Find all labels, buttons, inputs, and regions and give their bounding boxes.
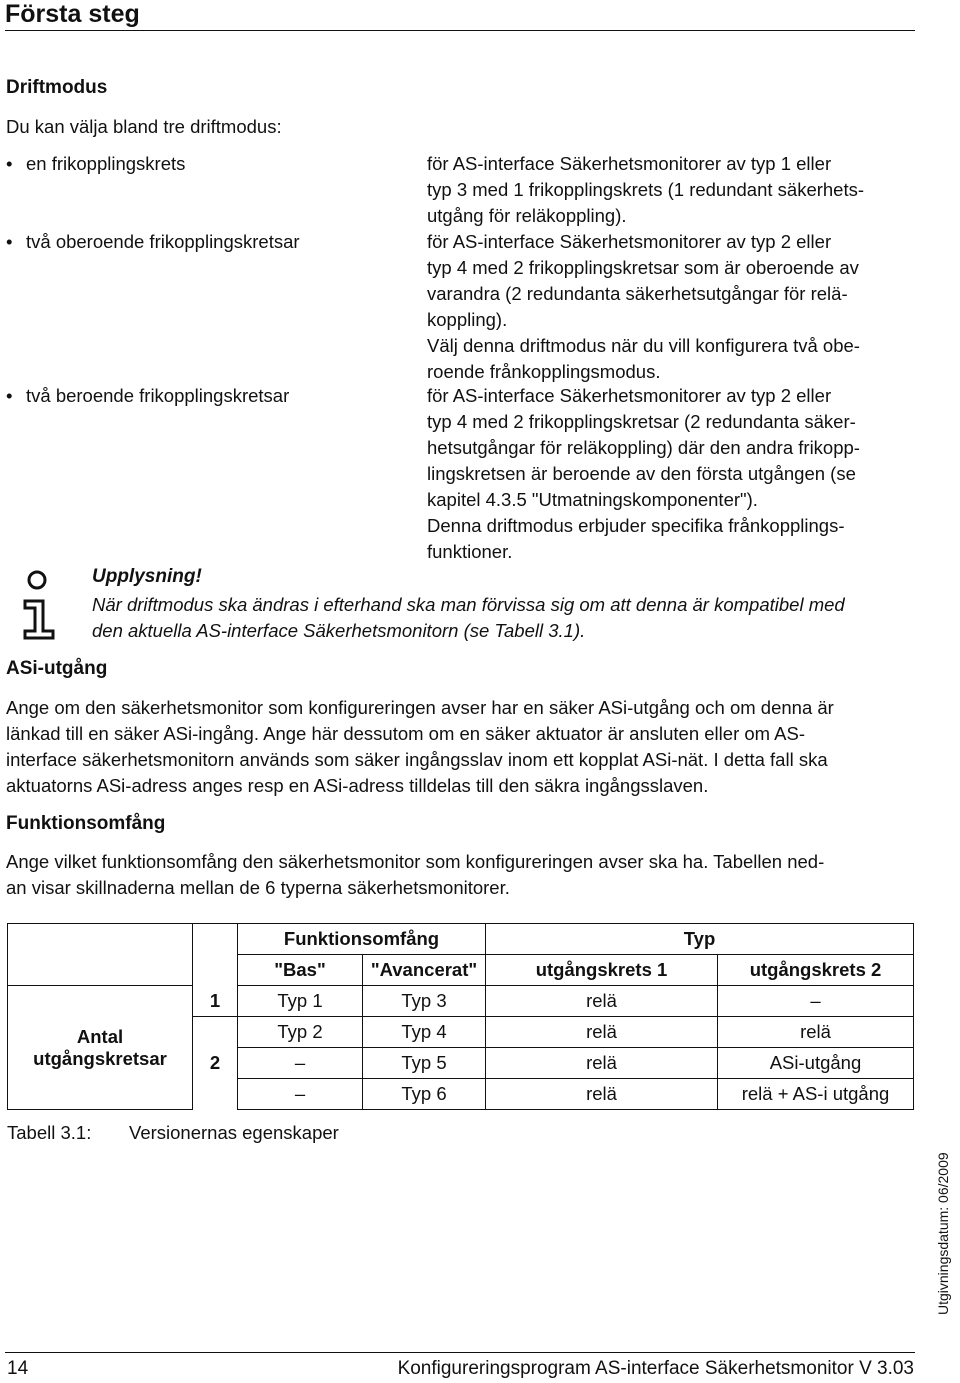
table-cell: Typ 3 (363, 986, 486, 1017)
paragraph-line: an visar skillnaderna mellan de 6 typerna säkerhetsmonitorer. (6, 877, 510, 898)
description-line: typ 4 med 2 frikopplingskretsar som är oberoende av (427, 257, 859, 278)
description-line: för AS-interface Säkerhetsmonitorer av typ 2 eller (427, 231, 832, 252)
description-line: Denna driftmodus erbjuder specifika frånkopplings- (427, 515, 845, 536)
table-header-row (8, 924, 914, 955)
caption-label: Tabell 3.1: (7, 1122, 92, 1143)
section-heading-funktionsomfang: Funktionsomfång (6, 813, 166, 834)
subheader-utgangskrets-2: utgångskrets 2 (718, 955, 914, 986)
description-line: för AS-interface Säkerhetsmonitorer av typ 1 eller (427, 153, 832, 174)
subheader-bas: "Bas" (238, 955, 363, 986)
subheader-avancerat: "Avancerat" (363, 955, 486, 986)
table-cell: – (718, 986, 914, 1017)
table-cell: relä (718, 1017, 914, 1048)
table-cell: relä (486, 986, 718, 1017)
page-number: 14 (7, 1358, 29, 1379)
section-heading-asi-utgang: ASi-utgång (6, 658, 108, 679)
bullet-icon: • (6, 153, 13, 174)
table-caption (7, 1120, 339, 1146)
table-cell: – (238, 1048, 363, 1079)
description-line: funktioner. (427, 541, 513, 562)
table-cell: ASi-utgång (718, 1048, 914, 1079)
table-cell: Typ 5 (363, 1048, 486, 1079)
paragraph-line: Ange vilket funktionsomfång den säkerhetsmonitor som konfigureringen avser ska ha. Tabellen ned- (6, 851, 825, 872)
versions-table (7, 923, 914, 1110)
paragraph-line: länkad till en säker ASi-ingång. Ange här dessutom om en säker aktuator är ansluten eller om AS- (6, 723, 806, 744)
footer-divider (5, 1352, 915, 1353)
note-text (92, 592, 845, 644)
asi-utgang-paragraph (6, 695, 834, 799)
description-line: utgång för reläkoppling). (427, 205, 627, 226)
footer-title: Konfigureringsprogram AS-interface Säkerhetsmonitor V 3.03 (397, 1358, 914, 1379)
note-line: den aktuella AS-interface Säkerhetsmonitorn (se Tabell 3.1). (92, 620, 586, 641)
table-cell: Typ 6 (363, 1079, 486, 1110)
note-line: När driftmodus ska ändras i efterhand ska man förvissa sig om att denna är kompatibel med (92, 594, 845, 615)
table-cell: relä + AS-i utgång (718, 1079, 914, 1110)
paragraph-line: interface säkerhetsmonitorn används som säker ingångsslav inom ett kopplat ASi-nät. I detta fall ska (6, 749, 828, 770)
mode-item-3-description (427, 383, 917, 565)
mode-item-1-label: • en frikopplingskrets (6, 151, 185, 177)
description-line: hetsutgångar för reläkoppling) där den andra frikopp- (427, 437, 860, 458)
table-cell: Typ 4 (363, 1017, 486, 1048)
header-funktionsomfang: Funktionsomfång (238, 924, 486, 955)
header-typ: Typ (486, 924, 914, 955)
subheader-utgangskrets-1: utgångskrets 1 (486, 955, 718, 986)
mode-item-2-description (427, 229, 917, 385)
driftmodus-intro: Du kan välja bland tre driftmodus: (6, 116, 282, 137)
table-cell: relä (486, 1079, 718, 1110)
table-corner (8, 924, 193, 986)
mode-item-2-label: • två oberoende frikopplingskretsar (6, 229, 300, 255)
group-1-label: 1 (193, 986, 238, 1017)
description-line: Välj denna driftmodus när du vill konfigurera två obe- (427, 335, 860, 356)
description-line: koppling). (427, 309, 508, 330)
paragraph-line: aktuatorns ASi-adress anges resp en ASi-adress tilldelas till den säkra ingångsslaven. (6, 775, 709, 796)
note-title: Upplysning! (92, 566, 202, 587)
table-cell: Typ 1 (238, 986, 363, 1017)
table-cell: Typ 2 (238, 1017, 363, 1048)
table-row (8, 986, 914, 1017)
description-line: typ 4 med 2 frikopplingskretsar (2 redundanta säker- (427, 411, 856, 432)
bullet-icon: • (6, 385, 13, 406)
paragraph-line: Ange om den säkerhetsmonitor som konfigureringen avser har en säker ASi-utgång och om denna är (6, 697, 834, 718)
table-cell: relä (486, 1048, 718, 1079)
row-label-antal-utgangskretsar: Antal utgångskretsar (8, 986, 193, 1110)
description-line: kapitel 4.3.5 "Utmatningskomponenter"). (427, 489, 758, 510)
caption-text: Versionernas egenskaper (129, 1122, 339, 1143)
page-title: Första steg (5, 0, 140, 28)
group-2-label: 2 (193, 1017, 238, 1110)
mode-item-3-label: • två beroende frikopplingskretsar (6, 383, 289, 409)
description-line: varandra (2 redundanta säkerhetsutgångar för relä- (427, 283, 848, 304)
info-icon (22, 570, 58, 640)
section-heading-driftmodus: Driftmodus (6, 77, 108, 98)
description-line: för AS-interface Säkerhetsmonitorer av typ 2 eller (427, 385, 832, 406)
table-cell: relä (486, 1017, 718, 1048)
bullet-icon: • (6, 231, 13, 252)
table-group-header-blank (193, 924, 238, 986)
table-cell: – (238, 1079, 363, 1110)
mode-item-1-description (427, 151, 917, 229)
publication-date: Utgivningsdatum: 06/2009 (935, 1152, 951, 1315)
title-divider (5, 30, 915, 31)
funktionsomfang-paragraph (6, 849, 824, 901)
description-line: typ 3 med 1 frikopplingskrets (1 redundant säkerhets- (427, 179, 865, 200)
description-line: lingskretsen är beroende av den första utgången (se (427, 463, 856, 484)
description-line: roende frånkopplingsmodus. (427, 361, 661, 382)
